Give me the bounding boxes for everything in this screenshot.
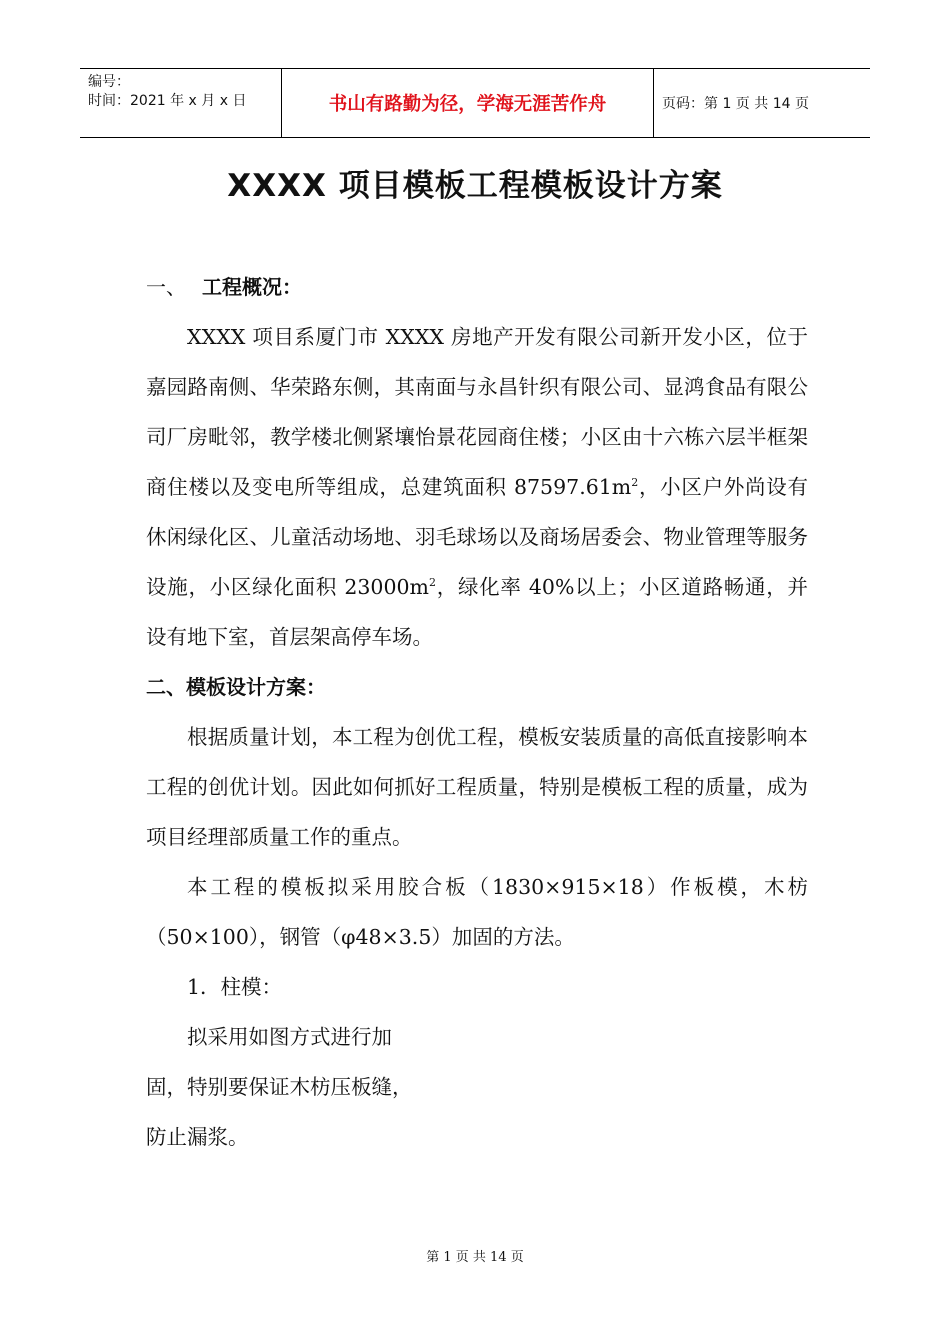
design-paragraph-2: 本工程的模板拟采用胶合板（1830×915×18）作板模，木枋（50×100），钢管（φ48×3.5）加固的方法。 [146,875,808,949]
document-body [146,262,808,1162]
overview-text-c: ，绿化率 40%以上；小区道路畅通，并设有地下室，首层架高停车场。 [146,575,808,649]
number-label: 编号： [88,74,130,90]
page-footer: 第 1 页 共 14 页 [426,1250,524,1265]
section-1-heading [146,262,808,312]
superscript-1: 2 [631,476,639,490]
section-2-heading: 二、模板设计方案： [146,675,326,699]
overview-text-a: XXXX 项目系厦门市 XXXX 房地产开发有限公司新开发小区，位于嘉园路南侧、华荣路东侧，其南面与永昌针织有限公司、显鸿食品有限公司厂房毗邻，教学楼北侧紧壤怡景花园商住楼；小区由十六栋六层半框架商住楼以及变电所等组成，总建筑面积 87597.61m [146,325,808,499]
overview-text-b: ，小区户外尚设有休闲绿化区、儿童活动场地、羽毛球场以及商场居委会、物业管理等服务设施，小区绿化面积 23000m [146,475,808,599]
document-title: XXXX 项目模板工程模板设计方案 [227,168,723,204]
column-form-item: 1．柱模： [187,975,283,999]
project-overview-paragraph [146,312,808,662]
superscript-2: 2 [428,576,436,590]
column-form-line-2: 固，特别要保证木枋压板缝， [146,1075,413,1099]
design-paragraph-1: 根据质量计划，本工程为创优工程，模板安装质量的高低直接影响本工程的创优计划。因此如何抓好工程质量，特别是模板工程的质量，成为项目经理部质量工作的重点。 [146,725,808,849]
header-meta [80,69,282,137]
header-page-info: 页码：第 1 页 共 14 页 [662,96,809,112]
header-motto: 书山有路勤为径，学海无涯苦作舟 [282,69,654,137]
column-form-line-3: 防止漏浆。 [146,1125,249,1149]
time-label: 时间：2021 年 x 月 x 日 [88,93,247,109]
section-1-number: 一、 [146,275,186,299]
section-1-title: 工程概况： [202,275,302,299]
column-form-line-1: 拟采用如图方式进行加 [187,1025,392,1049]
page-header [80,68,870,138]
